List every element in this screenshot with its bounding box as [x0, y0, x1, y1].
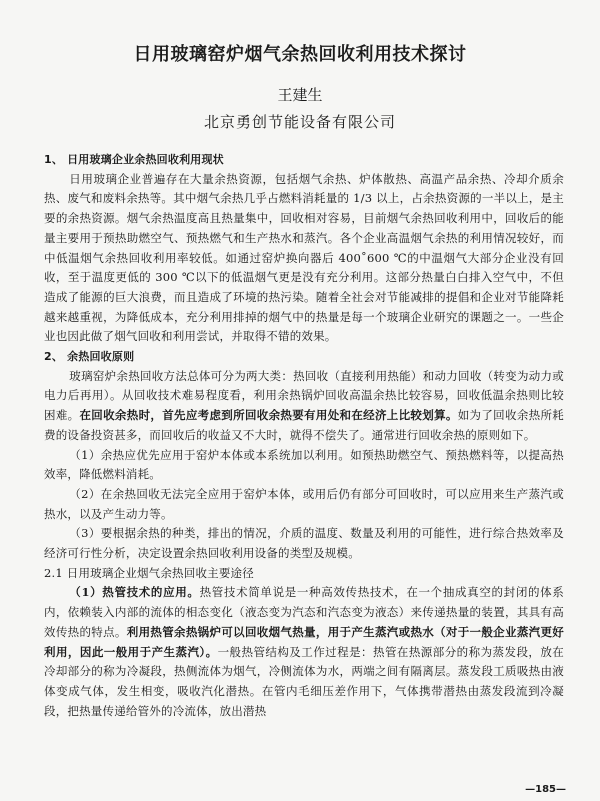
paragraph-emphasis: 在回收余热时，首先应考虑到所回收余热要有用处和在经济上比较划算。 — [79, 408, 458, 423]
paragraph-text: 如为了回收余热所耗费的设备投资甚多，而回收后的收益又不大时，就得不偿失了。通常进行回收余热的原则如下。 — [44, 408, 564, 442]
section-heading: 2、 余热回收原则 — [44, 350, 135, 364]
paragraph: 日用玻璃企业普遍存在大量余热资源，包括烟气余热、炉体散热、高温产品余热、冷却介质余热、废气和废料余热等。其中烟气余热几乎占燃料消耗量的 1/3 以上，占余热资源的一半以上，是主要的余热资源。烟气余热温度高且热量集中，回收相对容易，目前烟气余热回收利用中，回收后的能量主要用于预热助燃空气、预热燃气和生产热水和蒸汽。各个企业高温烟气余热的利用情况较好，而中低温烟气余热回收利用率较低。如通过窑炉换向器后 400˚600 ℃的中温烟气大部分企业没有回收，至于温度更低的 300 ℃以下的低温烟气更是没有充分利用。这部分热量白白排入空气中，不但造成了能源的巨大浪费，而且造成了环境的热污染。随着全社会对节能减排的提倡和企业对节能降耗越来越重视，为降低成本，充分利用排掉的烟气中的热量是每一个玻璃企业研究的课题之一。一些企业也因此做了烟气回收和利用尝试，并取得不错的效果。 — [44, 171, 564, 344]
list-item — [44, 583, 564, 721]
paragraph-emphasis: 利用热管余热锅炉可以回收烟气热量，用于产生蒸汽或热水（对于一般企业蒸汽更好利用，因此一般用于产生蒸汽）。 — [44, 624, 564, 659]
list-item: （2）在余热回收无法完全应用于窑炉本体，或用后仍有部分可回收时，可以应用来生产蒸汽或热水，以及产生动力等。 — [44, 486, 564, 521]
section-heading: 1、 日用玻璃企业余热回收利用现状 — [44, 153, 224, 166]
list-item: （1）余热应优先应用于窑炉本体或本系统加以利用。如预热助燃空气、预热燃料等，以提高热效率，降低燃料消耗。 — [44, 447, 564, 482]
subsection-heading: 2.1 日用玻璃企业烟气余热回收主要途径 — [44, 565, 254, 580]
paragraph-text: 一般热管结构及工作过程是：热管在热源部分的称为蒸发段，放在冷却部分的称为冷凝段，热侧流体为烟气，冷侧流体为水，两端之间有隔离层。蒸发段工质吸热由液体变成气体，发生相变，吸收汽化潜热。在管内毛细压差作用下，气体携带潜热由蒸发段流到冷凝段，把热量传递给管外的冷流体，放出潜热 — [44, 644, 565, 718]
author-name: 王建生 — [277, 86, 323, 104]
paper-body — [44, 150, 564, 721]
paragraph — [44, 367, 564, 446]
author-affiliation: 北京勇创节能设备有限公司 — [203, 113, 396, 131]
page-number: —185— — [525, 784, 566, 795]
paragraph-text: 热管技术简单说是一种高效传热技术，在一个抽成真空的封闭的体系内，依赖装入内部的流体的相态变化（液态变为汽态和汽态变为液态）来传递热量的装置，其具有高效传热的特点。 — [44, 585, 565, 639]
list-item: （3）要根据余热的种类，排出的情况，介质的温度、数量及利用的可能性，进行综合热效率及经济可行性分析，决定设置余热回收利用设备的类型及规模。 — [44, 526, 564, 561]
paper-title: 日用玻璃窑炉烟气余热回收利用技术探讨 — [133, 44, 467, 65]
item-title: （1）热管技术的应用。 — [69, 585, 200, 600]
paragraph-text: 玻璃窑炉余热回收方法总体可分为两大类：热回收（直接利用热能）和动力回收（转变为动力或电力后再用）。从回收技术难易程度看，利用余热锅炉回收高温余热比较容易，回收低温余热则比较困难。 — [44, 368, 564, 423]
